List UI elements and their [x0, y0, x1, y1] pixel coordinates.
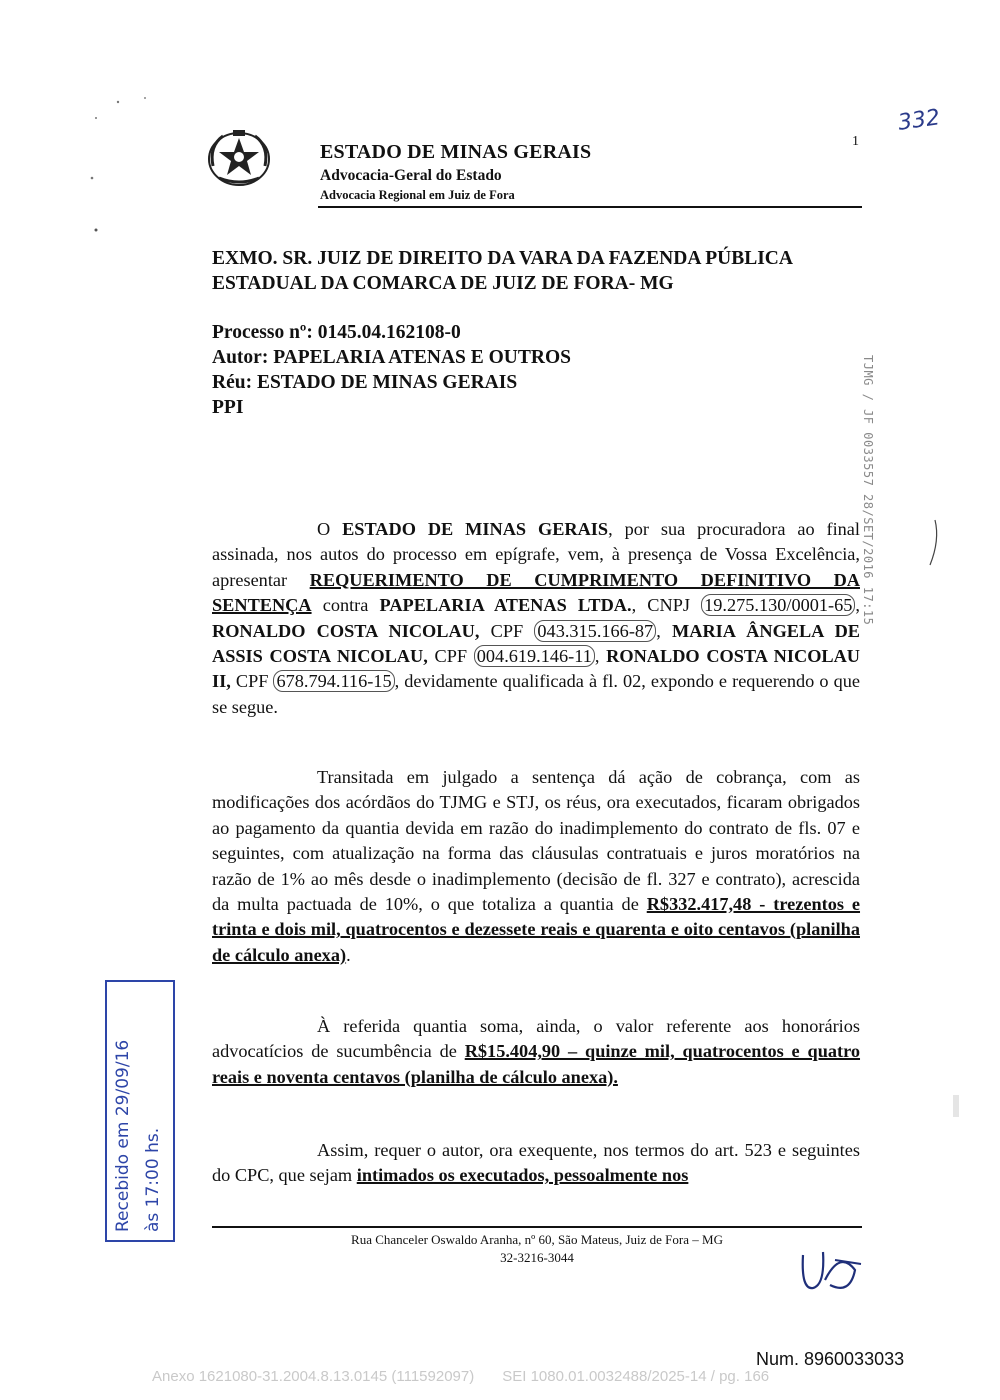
author: Autor: PAPELARIA ATENAS E OUTROS — [212, 347, 571, 368]
cpf-value: 678.794.116-15 — [273, 670, 394, 692]
received-stamp — [105, 980, 175, 1242]
handwritten-folio-number: 332 — [896, 105, 942, 136]
amount-fees: R$15.404,90 – quinze mil, quatrocentos e quatro reais e noventa centavos (planilha de cálculo anexa). — [212, 1041, 861, 1087]
received-time: às 17:00 hs. — [143, 1127, 163, 1232]
ppi-tag: PPI — [212, 397, 244, 418]
signature-initials-icon — [795, 1240, 865, 1300]
protocol-stamp: TJMG / JF 0033557 28/SET/2016 17:15 — [861, 355, 875, 626]
footer-divider — [212, 1226, 862, 1228]
cnpj-value: 19.275.130/0001-65 — [701, 594, 855, 616]
paragraph-request: O ESTADO DE MINAS GERAIS, por sua procuradora ao final assinada, nos autos do processo em epígrafe, vem, à presença de Vossa Excelência, apresentar REQUERIMENTO DE CUMPRIMENTO DEFINITIVO DA SENTENÇA contra PAPELARIA ATENAS LTDA., CNPJ 19.275.130/0001-65 , RONALDO COSTA NICOLAU, CPF 043.315.166-87 , MARIA ÂNGELA DE ASSIS COSTA NICOLAU, CPF 004.619.146-11 , RONALDO COSTA NICOLAU II, CPF 678.794.116-15 , devidamente qualificada à fl. 02, expondo e requerendo o que se segue. — [212, 519, 861, 717]
annex-footer: Anexo 1621080-31.2004.8.13.0145 (111592097) SEI 1080.01.0032488/2025-14 / pg. 166 — [152, 1368, 770, 1385]
document-id: Num. 8960033033 — [756, 1349, 905, 1369]
addressee: EXMO. SR. JUIZ DE DIREITO DA VARA DA FAZENDA PÚBLICA ESTADUAL DA COMARCA DE JUIZ DE FORA- MG — [212, 248, 792, 294]
paragraph-fees: À referida quantia soma, ainda, o valor referente aos honorários advocatícios de sucumbência de R$15.404,90 – quinze mil, quatrocentos e quatro reais e noventa centavos (planilha de cálculo anexa). — [212, 1016, 861, 1087]
case-info — [212, 320, 571, 420]
header-agency: Advocacia-Geral do Estado — [320, 167, 502, 184]
cpf-value: 004.619.146-11 — [474, 645, 595, 667]
cpf-value: 043.315.166-87 — [534, 620, 656, 642]
paragraph-request-summons: Assim, requer o autor, ora exequente, nos termos do art. 523 e seguintes do CPC, que sejam intimados os executados, pessoalmente nos — [212, 1140, 860, 1186]
defendant: Réu: ESTADO DE MINAS GERAIS — [212, 372, 518, 393]
amount-principal: R$332.417,48 - trezentos e trinta e dois mil, quatrocentos e dezessete reais e quarenta e oito centavos (planilha de cálculo anexa) — [212, 894, 861, 965]
page-number: 1 — [852, 134, 859, 149]
received-date: Recebido em 29/09/16 — [113, 1039, 133, 1232]
header-state: ESTADO DE MINAS GERAIS — [320, 141, 592, 163]
header-divider — [318, 206, 862, 208]
footer-address: Rua Chanceler Oswaldo Aranha, nº 60, São Mateus, Juiz de Fora – MG 32-3216-3044 — [351, 1232, 723, 1265]
header-office: Advocacia Regional em Juiz de Fora — [320, 188, 515, 202]
coat-of-arms-icon — [205, 126, 273, 188]
paragraph-judgment: Transitada em julgado a sentença dá ação de cobrança, com as modificações dos acórdãos do TJMG e STJ, os réus, ora executados, ficaram obrigados ao pagamento da quantia devida em razão do inadimplemento do contrato de fls. 07 e seguintes, com atualização na forma das cláusulas contratuais e juros moratórios na razão de 1% ao mês desde o inadimplemento (decisão de fl. 327 e contrato), acrescida da multa pactuada de 10%, o que totaliza a quantia de R$332.417,48 - trezentos e trinta e dois mil, quatrocentos e dezessete reais e quarenta e oito centavos (planilha de cálculo anexa). — [212, 767, 861, 965]
process-number: Processo nº: 0145.04.162108-0 — [212, 322, 461, 343]
